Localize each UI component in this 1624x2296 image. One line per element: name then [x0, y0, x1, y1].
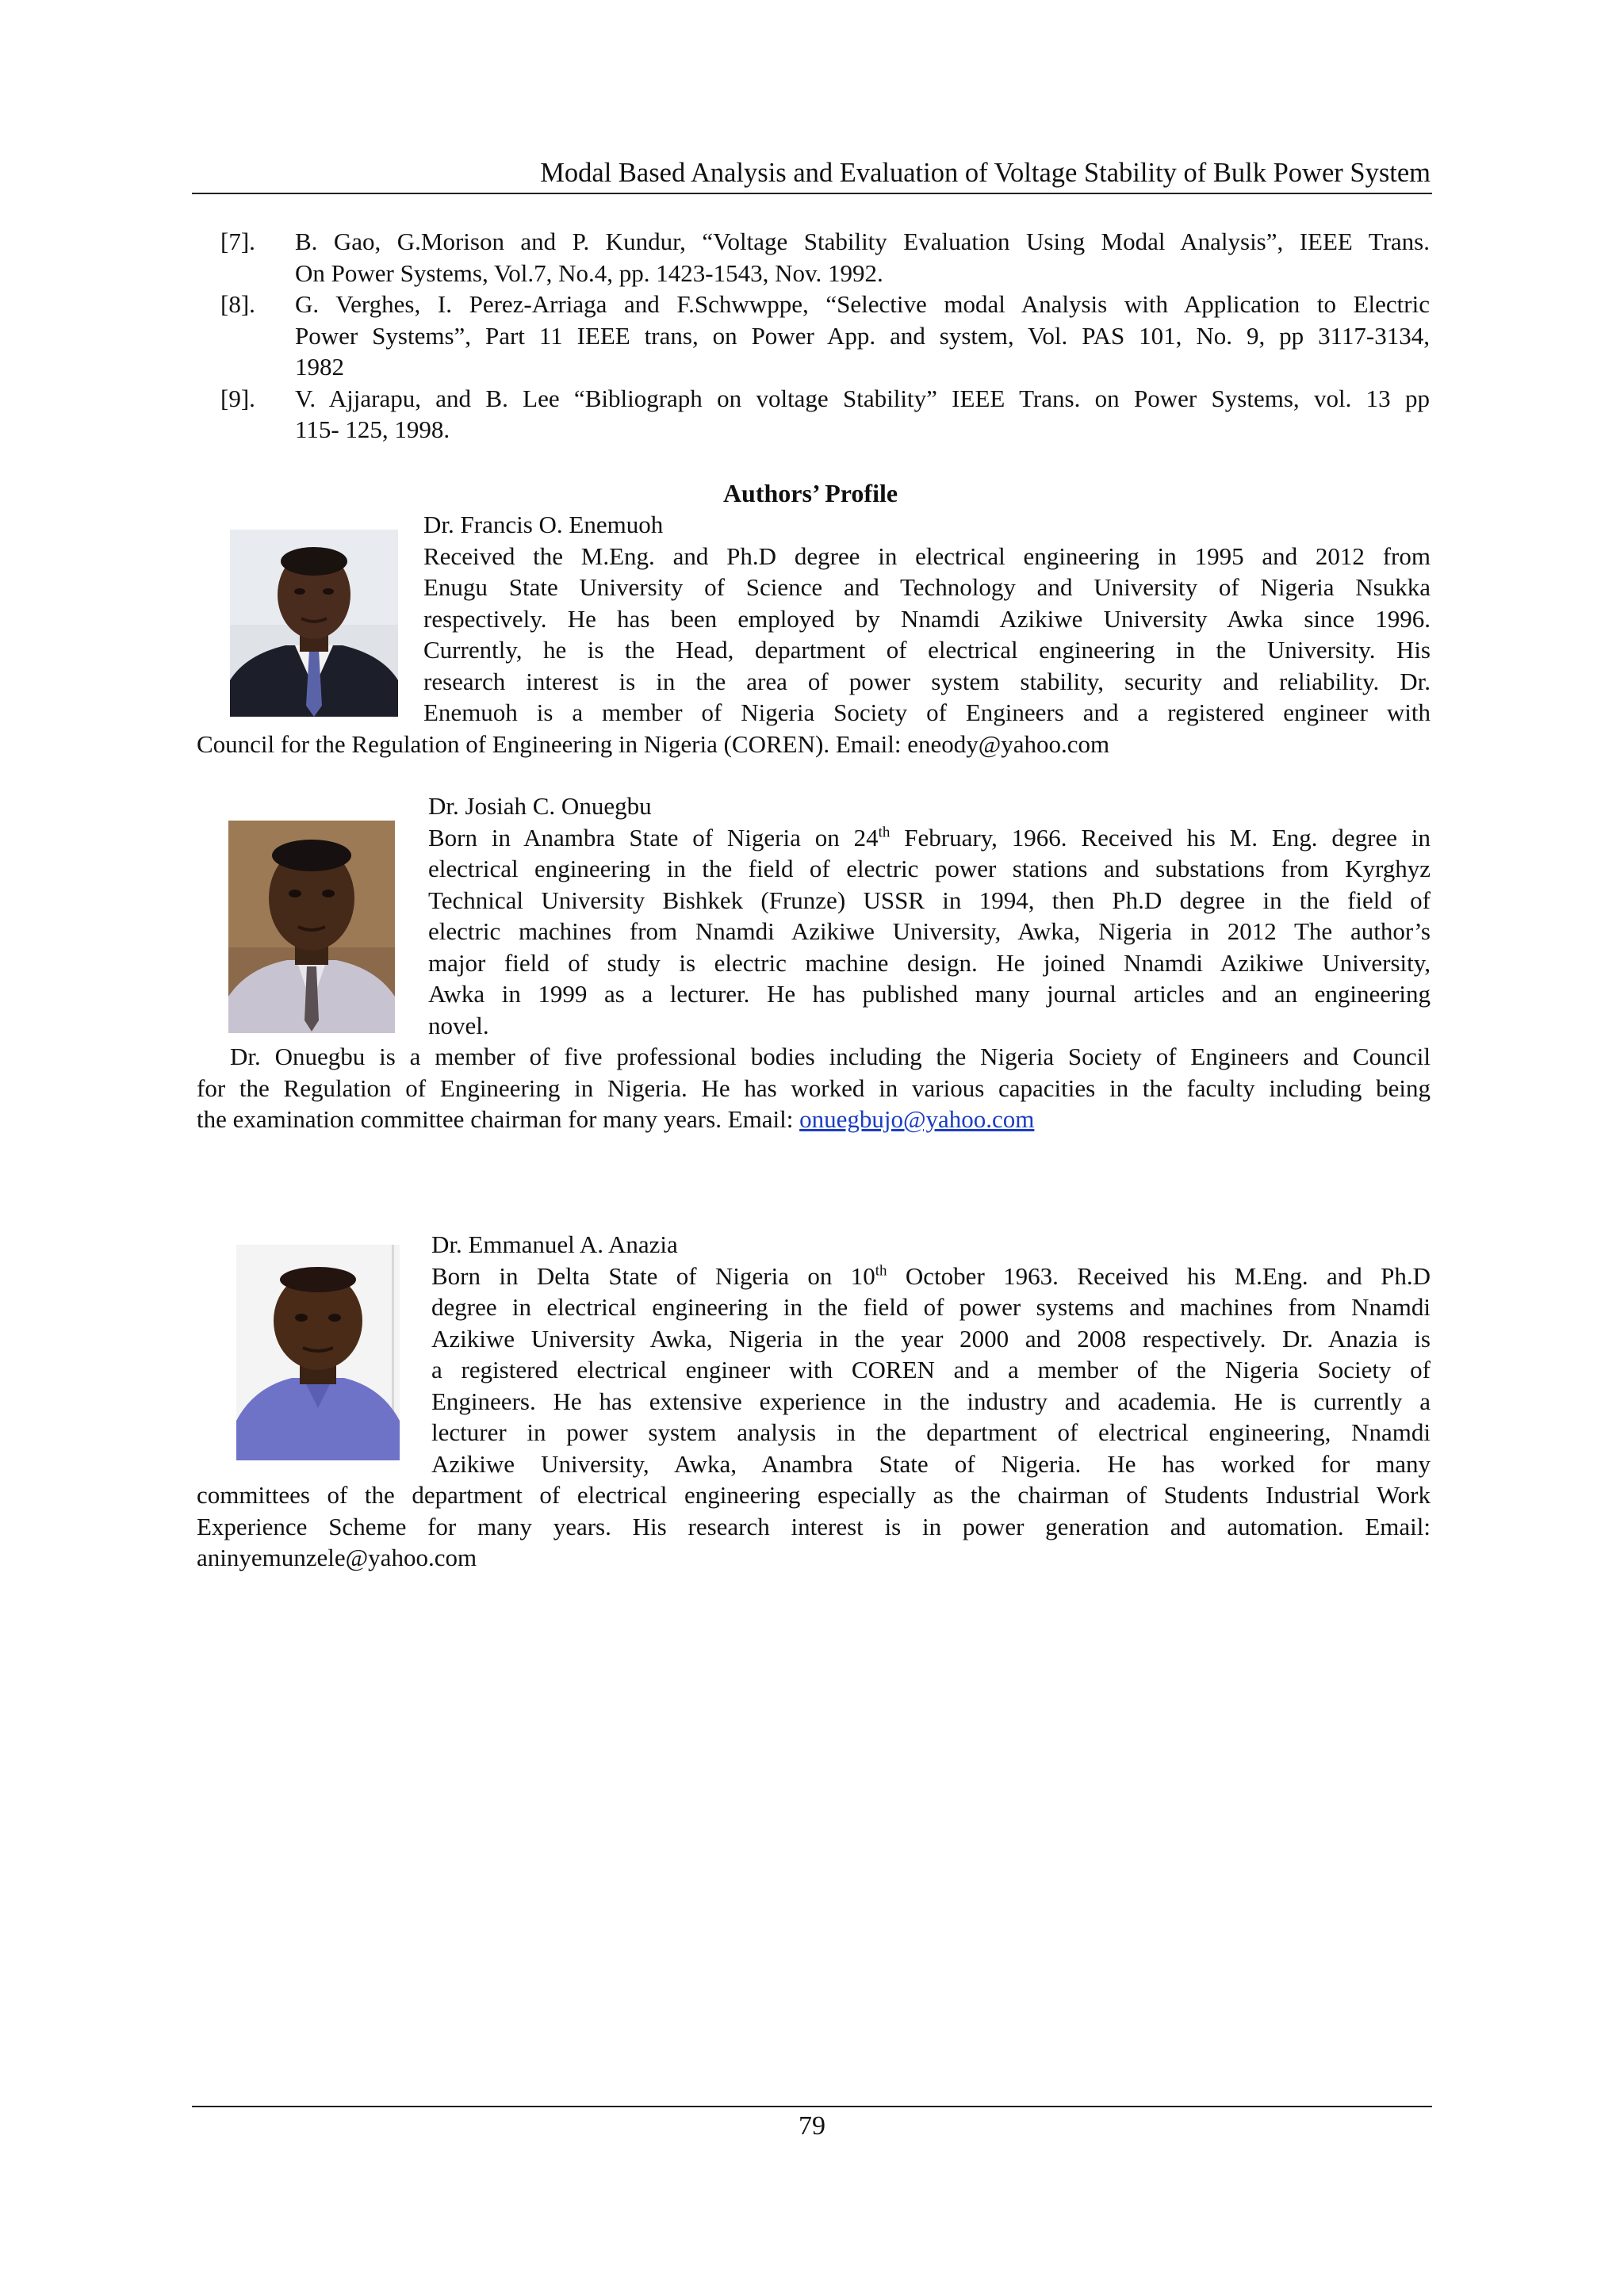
reference-line: 1982 [295, 353, 344, 381]
reference-text [295, 226, 1430, 289]
profile-line: major field of study is electric machine design. He joined Nnamdi Azikiwe University, [428, 948, 1431, 977]
profile-line: aninyemunzele@yahoo.com [197, 1544, 477, 1571]
reference-item [220, 289, 1430, 383]
profile-line: for the Regulation of Engineering in Nigeria. He has worked in various capacities in the faculty including being [197, 1073, 1431, 1102]
email-link[interactable]: onuegbujo@yahoo.com [799, 1105, 1035, 1133]
ordinal-suffix: th [875, 1262, 887, 1280]
author-photo [236, 1245, 400, 1460]
reference-line: 115- 125, 1998. [295, 415, 450, 443]
ordinal-suffix: th [878, 824, 891, 841]
author-portrait-icon [236, 1245, 400, 1460]
reference-line: On Power Systems, Vol.7, No.4, pp. 1423-1543, Nov. 1992. [295, 258, 883, 287]
profile-text: October 1963. Received his M.Eng. and Ph.D [887, 1261, 1431, 1290]
profile-line: Awka in 1999 as a lecturer. He has published many journal articles and an engineering [428, 980, 1431, 1008]
profile-line: a registered electrical engineer with COREN and a member of the Nigeria Society of [431, 1356, 1431, 1383]
profile-line: degree in electrical engineering in the field of power systems and machines from Nnamdi [431, 1293, 1431, 1321]
running-header-title: Modal Based Analysis and Evaluation of Voltage Stability of Bulk Power System [540, 158, 1431, 188]
reference-text [295, 383, 1430, 446]
profile-line: Received the M.Eng. and Ph.D degree in electrical engineering in 1995 and 2012 from [423, 541, 1431, 570]
profile-line: lecturer in power system analysis in the department of electrical engineering, Nnamdi [431, 1418, 1431, 1446]
profile-line: committees of the department of electrical engineering especially as the chairman of Students Industrial Work [197, 1481, 1431, 1509]
reference-item [220, 226, 1430, 289]
reference-text [295, 289, 1430, 383]
profile-line [197, 1104, 1431, 1135]
profile-text: Born in Anambra State of Nigeria on 24 [428, 823, 879, 851]
profile-line: Council for the Regulation of Engineering in Nigeria (COREN). Email: eneody@yahoo.com [197, 729, 1110, 758]
profile-line: electrical engineering in the field of electric power stations and substations from Kyrghyz [428, 855, 1431, 882]
reference-number: [7]. [220, 228, 255, 255]
profile-text: February, 1966. Received his M. Eng. degree in [890, 823, 1431, 851]
reference-item [220, 383, 1430, 446]
profile-text: Born in Delta State of Nigeria on 10 [431, 1261, 875, 1290]
reference-number: [8]. [220, 290, 255, 318]
author-portrait-icon [228, 821, 395, 1033]
author-photo [230, 530, 398, 717]
profile-line: novel. [428, 1011, 489, 1039]
section-title [0, 477, 1624, 509]
profile-line: Dr. Onuegbu is a member of five professional bodies including the Nigeria Society of Engineers and Council [230, 1043, 1431, 1070]
profile-line: Azikiwe University, Awka, Anambra State of Nigeria. He has worked for many [431, 1449, 1431, 1478]
profile-line: Currently, he is the Head, department of electrical engineering in the University. His [423, 636, 1431, 664]
profile-line: electric machines from Nnamdi Azikiwe University, Awka, Nigeria in 2012 The author’s [428, 917, 1431, 945]
profile-line: research interest is in the area of power system stability, security and reliability. Dr. [423, 667, 1431, 695]
profile-text: the examination committee chairman for many years. Email: [197, 1105, 800, 1133]
author-photo [228, 821, 395, 1033]
author-name: Dr. Francis O. Enemuoh [423, 511, 664, 538]
page-number: 79 [799, 2111, 825, 2141]
reference-line: Power Systems”, Part 11 IEEE trans, on Power App. and system, Vol. PAS 101, No. 9, pp 3117-3134, [295, 321, 1430, 350]
reference-line: V. Ajjarapu, and B. Lee “Bibliograph on voltage Stability” IEEE Trans. on Power Systems, vol. 13 pp [295, 384, 1430, 412]
author-profile-enemuoh [197, 509, 1431, 760]
author-name: Dr. Emmanuel A. Anazia [431, 1230, 678, 1258]
author-profile-onuegbu [197, 790, 1431, 1135]
reference-line: G. Verghes, I. Perez-Arriaga and F.Schwwppe, “Selective modal Analysis with Application to Electric [295, 290, 1430, 318]
author-profile-anazia [197, 1229, 1431, 1574]
profile-line: Experience Scheme for many years. His research interest is in power generation and automation. Email: [197, 1512, 1431, 1540]
reference-line: B. Gao, G.Morison and P. Kundur, “Voltage Stability Evaluation Using Modal Analysis”, IEEE Trans. [295, 228, 1430, 255]
reference-list [220, 226, 1430, 446]
profile-line: Engineers. He has extensive experience in the industry and academia. He is currently a [431, 1387, 1431, 1415]
profile-line: Enugu State University of Science and Technology and University of Nigeria Nsukka [423, 573, 1431, 601]
footer-rule [192, 2106, 1432, 2107]
reference-number: [9]. [220, 384, 255, 412]
profile-line: Technical University Bishkek (Frunze) USSR in 1994, then Ph.D degree in the field of [428, 886, 1431, 914]
author-name: Dr. Josiah C. Onuegbu [428, 792, 652, 820]
profile-line: Enemuoh is a member of Nigeria Society of Engineers and a registered engineer with [423, 698, 1431, 726]
profile-line: Azikiwe University Awka, Nigeria in the year 2000 and 2008 respectively. Dr. Anazia is [431, 1324, 1431, 1353]
author-portrait-icon [230, 530, 398, 717]
header-rule [192, 193, 1432, 194]
section-title-text: Authors’ Profile [722, 479, 898, 507]
profile-line: respectively. He has been employed by Nnamdi Azikiwe University Awka since 1996. [423, 604, 1431, 633]
